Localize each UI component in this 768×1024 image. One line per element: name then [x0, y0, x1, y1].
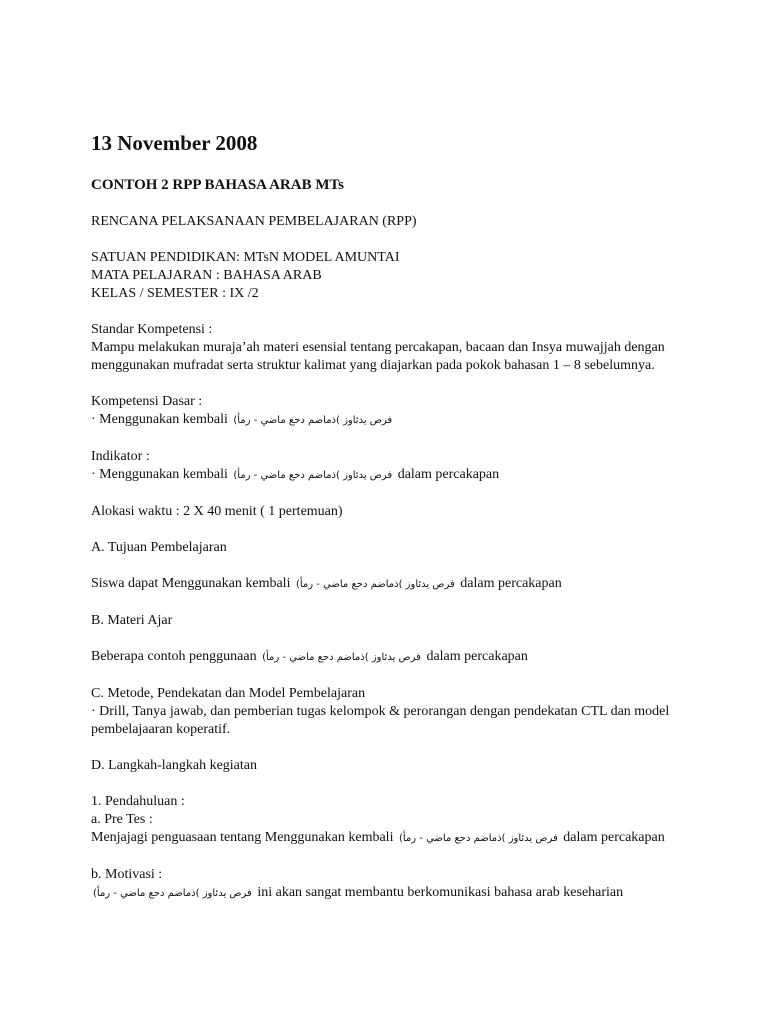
motivasi-arabic: فرص يدئاوز )ذماضم دحع ماضي - رمأ) [93, 888, 252, 899]
mata-pelajaran: MATA PELAJARAN : BAHASA ARAB [91, 268, 322, 283]
indikator-label: Indikator : [91, 449, 150, 464]
pretes-text [91, 829, 691, 848]
kompetensi-dasar-text [91, 411, 691, 430]
tujuan-suffix: dalam percakapan [460, 576, 562, 591]
materi-suffix: dalam percakapan [426, 649, 528, 664]
kd-prefix: · Menggunakan kembali [91, 412, 228, 427]
pretes-suffix: dalam percakapan [563, 830, 665, 845]
standar-kompetensi-text: Mampu melakukan muraja’ah materi esensial tentang percakapan, bacaan dan Insya muwajjah dengan menggunakan mufradat serta struktur kalimat yang diajarkan pada pokok bahasan 1 – 8 sebelumnya. [91, 340, 665, 373]
metode-text: · Drill, Tanya jawab, dan pemberian tugas kelompok & perorangan dengan pendekatan CTL dan model pembelajaaran koperatif. [91, 704, 670, 737]
indikator-section [91, 448, 691, 485]
tujuan-prefix: Siswa dapat Menggunakan kembali [91, 576, 291, 591]
motivasi-section [91, 866, 691, 903]
rpp-heading: RENCANA PELAKSANAAN PEMBELAJARAN (RPP) [91, 214, 417, 229]
langkah-label: D. Langkah-langkah kegiatan [91, 758, 257, 773]
kd-arabic: فرص يدئاوز )ذماضم دحع ماضي - رمأ) [233, 415, 393, 426]
alokasi-waktu: Alokasi waktu : 2 X 40 menit ( 1 pertemuan) [91, 504, 343, 519]
identity-block [91, 249, 691, 303]
motivasi-label: b. Motivasi : [91, 867, 163, 882]
materi-arabic: فرص يدئاوز )ذماضم دحع ماضي - رمأ) [262, 652, 421, 663]
materi-text [91, 648, 691, 667]
motivasi-suffix: ini akan sangat membantu berkomunikasi bahasa arab keseharian [257, 885, 624, 900]
materi-prefix: Beberapa contoh penggunaan [91, 649, 257, 664]
motivasi-text [91, 884, 691, 903]
tujuan-label: A. Tujuan Pembelajaran [91, 540, 227, 555]
materi-label: B. Materi Ajar [91, 613, 173, 628]
metode-label: C. Metode, Pendekatan dan Model Pembelajaran [91, 686, 366, 701]
pretes-arabic: فرص يدئاوز )ذماضم دحع ماضي - رمأ) [398, 833, 558, 844]
post-date: 13 November 2008 [91, 131, 258, 155]
document-body [91, 128, 691, 903]
metode-section [91, 685, 691, 739]
pretes-label: a. Pre Tes : [91, 812, 153, 827]
indikator-text [91, 466, 691, 485]
standar-kompetensi-section [91, 321, 691, 375]
indikator-suffix: dalam percakapan [397, 467, 500, 482]
pendahuluan-label: 1. Pendahuluan : [91, 794, 185, 809]
kompetensi-dasar-section [91, 393, 691, 430]
indikator-arabic: فرص يدئاوز )ذماضم دحع ماضي - رمأ) [233, 470, 393, 481]
post-title: CONTOH 2 RPP BAHASA ARAB MTs [91, 177, 344, 193]
tujuan-arabic: فرص يدئاوز )ذماضم دحع ماضي - رمأ) [295, 579, 455, 590]
kelas-semester: KELAS / SEMESTER : IX /2 [91, 286, 259, 301]
satuan-pendidikan: SATUAN PENDIDIKAN: MTsN MODEL AMUNTAI [91, 250, 400, 265]
indikator-prefix: · Menggunakan kembali [91, 467, 228, 482]
pendahuluan-section [91, 793, 691, 848]
tujuan-text [91, 575, 691, 594]
pretes-prefix: Menjajagi penguasaan tentang Menggunakan kembali [91, 830, 394, 845]
standar-kompetensi-label: Standar Kompetensi : [91, 322, 213, 337]
kompetensi-dasar-label: Kompetensi Dasar : [91, 394, 203, 409]
